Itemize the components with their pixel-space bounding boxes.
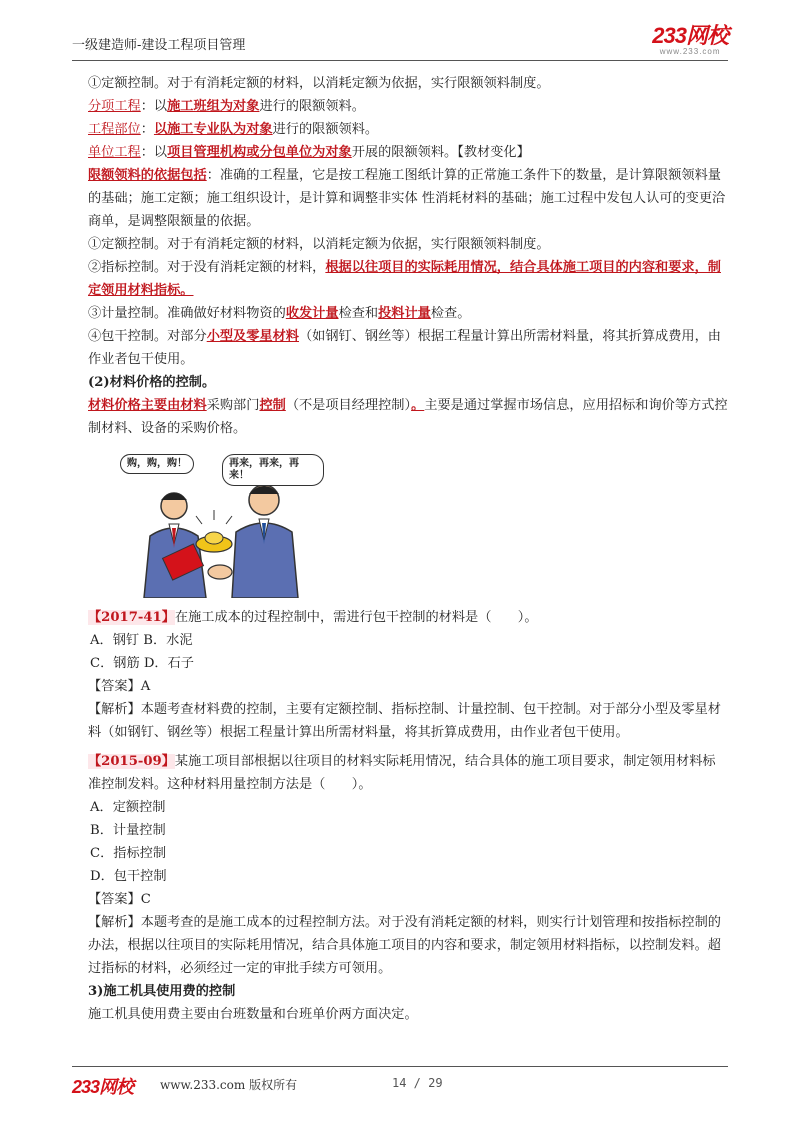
para-quota-control: ①定额控制。对于有消耗定额的材料，以消耗定额为依据，实行限额领料制度。 bbox=[88, 76, 550, 91]
para-price: 材料价格主要由材料采购部门控制（不是项目经理控制）。主要是通过掌握市场信息，应用招标和询价等方式控制材料、设备的采购价格。 bbox=[88, 398, 728, 436]
q2-explanation: 【解析】本题考查的是施工成本的过程控制方法。对于没有消耗定额的材料，则实行计划管理和按指标控制的办法，根据以往项目的实际耗用情况，结合具体施工项目的内容和要求，制定领用材料指标，以控制发料。超过指标的材料，必须经过一定的审批手续方可领用。 bbox=[88, 915, 721, 976]
heading-price-control: (2)材料价格的控制。 bbox=[88, 375, 216, 390]
cartoon-illustration bbox=[114, 448, 324, 598]
footer-logo: 233网校 bbox=[72, 1077, 134, 1097]
footer-site: www.233.com 版权所有 bbox=[160, 1078, 298, 1092]
q1-options-cd: C．钢筋 D．石子 bbox=[90, 656, 194, 671]
para-basis: 限额领料的依据包括：准确的工程量，它是按工程施工图纸计算的正常施工条件下的数量，是计算限额领料量的基础；施工定额；施工组织设计，是计算和调整非实体 性消耗材料的基础；施工过程中发包人认可的变更洽商单，是调整限额量的依据。 bbox=[88, 168, 726, 229]
para-quota-control-2: ①定额控制。对于有消耗定额的材料，以消耗定额为依据，实行限额领料制度。 bbox=[88, 237, 550, 252]
para-measure-control: ③计量控制。准确做好材料物资的收发计量检查和投料计量检查。 bbox=[88, 306, 471, 321]
para-subitem: 分项工程：以施工班组为对象进行的限额领料。 bbox=[88, 99, 365, 114]
para-part: 工程部位：以施工专业队为对象进行的限额领料。 bbox=[88, 122, 379, 137]
logo-main: 233网校 bbox=[652, 23, 728, 48]
question-2017-41: 【2017-41】在施工成本的过程控制中，需进行包干控制的材料是（ ）。 bbox=[88, 610, 538, 625]
speech-bubble-left: 购，购，购！ bbox=[120, 454, 194, 474]
para-lump-control: ④包干控制。对部分小型及零星材料（如钢钉、钢丝等）根据工程量计算出所需材料量，将其折算成费用，由作业者包干使用。 bbox=[88, 329, 721, 367]
para-index-control: ②指标控制。对于没有消耗定额的材料，根据以往项目的实际耗用情况，结合具体施工项目的内容和要求，制定领用材料指标。 bbox=[88, 260, 721, 298]
q1-options-ab: A．钢钉 B．水泥 bbox=[90, 633, 193, 648]
page-number: 14 / 29 bbox=[392, 1076, 443, 1090]
page-header bbox=[72, 23, 728, 61]
heading-machine-cost: 3)施工机具使用费的控制 bbox=[88, 984, 236, 999]
brand-logo bbox=[652, 25, 728, 56]
document-body bbox=[88, 72, 728, 1026]
q2-option-a: A．定额控制 bbox=[90, 800, 166, 815]
para-machine-cost: 施工机具使用费主要由台班数量和台班单价两方面决定。 bbox=[88, 1007, 418, 1022]
q1-answer: 【答案】A bbox=[88, 679, 151, 694]
q2-option-b: B．计量控制 bbox=[90, 823, 166, 838]
q2-answer: 【答案】C bbox=[88, 892, 151, 907]
q2-option-d: D．包干控制 bbox=[90, 869, 167, 884]
q1-explanation: 【解析】本题考查材料费的控制，主要有定额控制、指标控制、计量控制、包干控制。对于部分小型及零星材料（如钢钉、钢丝等）根据工程量计算出所需材料量，将其折算成费用，由作业者包干使用。 bbox=[88, 702, 721, 740]
speech-bubble-right: 再来，再来，再来！ bbox=[222, 454, 324, 486]
logo-url: www.233.com bbox=[659, 47, 721, 56]
header-title: 一级建造师-建设工程项目管理 bbox=[72, 38, 246, 53]
para-unit: 单位工程：以项目管理机构或分包单位为对象开展的限额领料。【教材变化】 bbox=[88, 145, 530, 160]
q2-option-c: C．指标控制 bbox=[90, 846, 167, 861]
question-2015-09: 【2015-09】某施工项目部根据以往项目的材料实际耗用情况，结合具体的施工项目要求，制定领用材料标准控制发料。这种材料用量控制方法是（ ）。 bbox=[88, 754, 716, 792]
page-footer bbox=[72, 1066, 728, 1097]
